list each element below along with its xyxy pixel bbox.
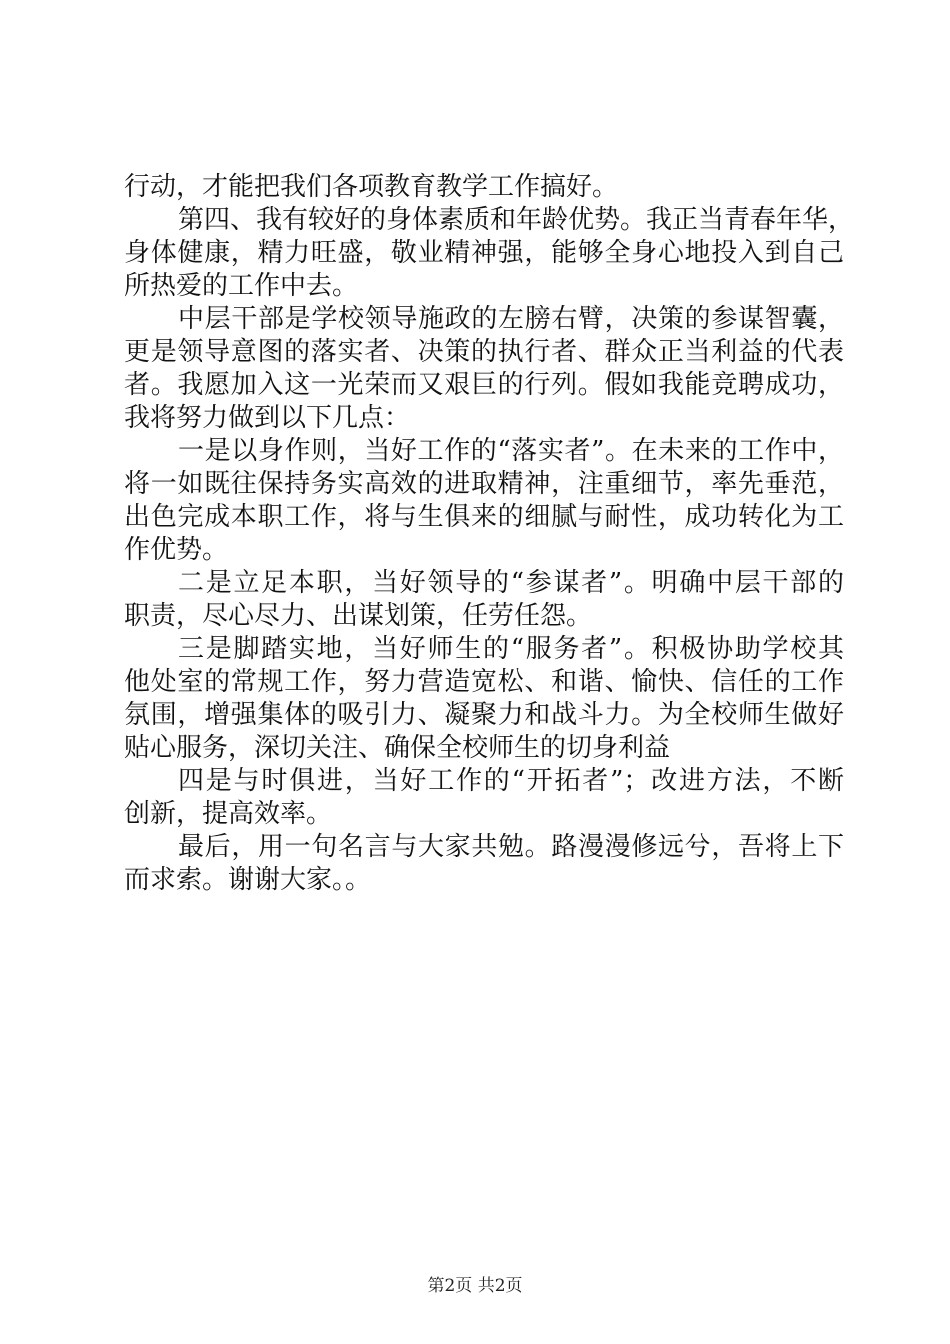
text-line: 最后，用一句名言与大家共勉。路漫漫修远兮，吾将上下	[178, 832, 844, 862]
text-line: 二是立足本职，当好领导的“参谋者”。明确中层干部的	[178, 568, 844, 598]
text-line: 四是与时俱进，当好工作的“开拓者”；改进方法，不断	[178, 766, 844, 796]
text-line: 行动，才能把我们各项教育教学工作搞好。	[124, 172, 619, 202]
text-line: 者。我愿加入这一光荣而又艰巨的行列。假如我能竞聘成功，	[124, 370, 844, 400]
text-line: 三是脚踏实地，当好师生的“服务者”。积极协助学校其	[178, 634, 844, 664]
text-line: 将一如既往保持务实高效的进取精神，注重细节，率先垂范，	[124, 469, 844, 499]
text-line: 创新，提高效率。	[124, 799, 333, 829]
page-number-footer: 第2页 共2页	[427, 1276, 523, 1296]
text-line: 第四、我有较好的身体素质和年龄优势。我正当青春年华，	[178, 205, 855, 235]
text-line: 他处室的常规工作，努力营造宽松、和谐、愉快、信任的工作	[124, 667, 844, 697]
text-line: 我将努力做到以下几点：	[124, 403, 411, 433]
text-line: 出色完成本职工作，将与生俱来的细腻与耐性，成功转化为工	[124, 502, 844, 532]
text-line: 中层干部是学校领导施政的左膀右臂，决策的参谋智囊，	[178, 304, 844, 334]
text-line: 氛围，增强集体的吸引力、凝聚力和战斗力。为全校师生做好	[124, 700, 844, 730]
text-line: 更是领导意图的落实者、决策的执行者、群众正当利益的代表	[124, 337, 844, 367]
text-line: 职责，尽心尽力、出谋划策，任劳任怨。	[124, 601, 593, 631]
text-line: 作优势。	[124, 535, 229, 565]
text-line: 而求索。谢谢大家。。	[124, 865, 372, 895]
text-line: 贴心服务，深切关注、确保全校师生的切身利益	[124, 733, 671, 763]
text-line: 身体健康，精力旺盛，敬业精神强，能够全身心地投入到自己	[124, 238, 844, 268]
document-body	[124, 171, 855, 897]
text-line: 所热爱的工作中去。	[124, 271, 359, 301]
text-line: 一是以身作则，当好工作的“落实者”。在未来的工作中，	[178, 436, 844, 466]
